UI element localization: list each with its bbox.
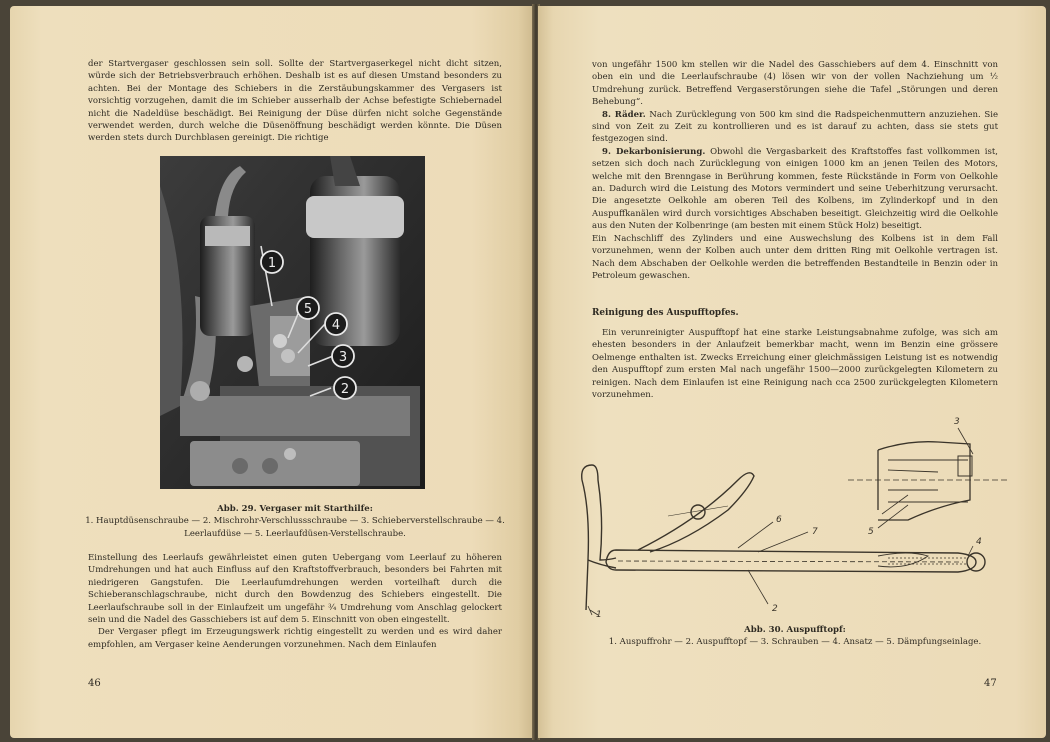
drawing-callout-6: 6: [776, 515, 782, 525]
figure-29-title: Abb. 29. Vergaser mit Starthilfe:: [217, 504, 373, 514]
photo-callout-1: 1: [267, 256, 277, 271]
exhaust-diagram: [578, 410, 1008, 620]
figure-30-legend: 1. Auspuffrohr — 2. Auspufftopf — 3. Schrauben — 4. Ansatz — 5. Dämpfungseinlage.: [608, 637, 982, 648]
item-8-text: Nach Zurücklegung von 500 km sind die Radspeichenmuttern anzuziehen. Sie sind von Zeit zu Zeit zu kontrollieren und es ist darauf zu achten, dass sie stets gut festgezogen sind.: [592, 109, 998, 145]
drawing-callout-4: 4: [976, 537, 982, 547]
page-number-left: 46: [88, 678, 101, 689]
photo-callout-2: 2: [340, 382, 350, 397]
drawing-callout-5: 5: [868, 527, 874, 537]
left-top-paragraph: [88, 58, 502, 145]
section-heading-auspufftopf: Reinigung des Auspufftopfes.: [592, 308, 739, 318]
page-number-right: 47: [984, 678, 997, 689]
right-mid-text: [592, 327, 998, 401]
drawing-callout-7: 7: [812, 527, 818, 537]
figure-30-caption: [588, 624, 1002, 649]
item-9-dekarbonisierung: [592, 146, 998, 233]
photo-callout-5: 5: [303, 302, 313, 317]
right-paragraph-nachschliff: Ein Nachschliff des Zylinders und eine Auswechslung des Kolbens ist in dem Fall vorzunehmen, wenn der Kolben auch unter dem dritten Ring mit Oelkohle vertragen ist. Nach dem Abschaben der Oelkohle werden die betreffenden Bestandteile in Benzin oder in Petroleum gewaschen.: [592, 233, 998, 281]
figure-30-title: Abb. 30. Auspufftopf:: [744, 625, 846, 635]
photo-callout-4: 4: [331, 318, 341, 333]
photo-callout-3: 3: [338, 350, 348, 365]
figure-29-caption: [80, 503, 510, 540]
right-paragraph-auspuff: Ein verunreinigter Auspufftopf hat eine starke Leistungsabnahme zufolge, was sich am ehesten besonders in der Anlaufzeit bemerkbar macht, wenn im Benzin eine grössere Oelmenge enthalten ist. Zwecks Erreichung einer gleichmässigen Leistung ist es notwendig den Auspufftopf zum ersten Mal nach ungefähr 1500—2000 zurückgelegten Kilometern zu reinigen. Nach dem Einlaufen ist eine Reinigung nach cca 2500 zurückgelegten Kilometern vorzunehmen.: [592, 328, 998, 401]
item-9-text: Obwohl die Vergasbarkeit des Kraftstoffes fast vollkommen ist, setzen sich doch nach Zurücklegung von einigen 1000 km an jenen Teilen des Motors, welche mit den Brenngase in Berührung kommen, feste Rückstände in Form von Oelkohle an. Dadurch wird die Leistung des Motors vermindert und seine Ueberhitzung verursacht. Die angesetzte Oelkohle am oberen Teil des Kolbens, im Zylinderkopf und in den Auspuffkanälen wird durch vorsichtiges Abschaben beseitigt. Gleichzeitig wird die Oelkohle aus den Nuten der Kolbenringe (am besten mit einem Stück Holz) beseitigt.: [592, 146, 999, 232]
left-paragraph-vergaser: Der Vergaser pflegt im Erzeugungswerk richtig eingestellt zu werden und es wird daher empfohlen, am Vergaser keine Aenderungen vorzunehmen. Nach dem Einlaufen: [88, 627, 502, 650]
right-top-text: [592, 59, 998, 282]
carburetor-photo: [160, 156, 425, 489]
item-8-raeder: [592, 109, 998, 146]
figure-29-legend: 1. Hauptdüsenschraube — 2. Mischrohr-Verschlussschraube — 3. Schieberverstellschraube — 4. Leerlaufdüse — 5. Leerlaufdüsen-Verstellschraube.: [85, 516, 505, 539]
drawing-callout-3: 3: [954, 417, 960, 427]
item-9-heading: 9. Dekarbonisierung.: [602, 146, 706, 157]
item-8-heading: 8. Räder.: [602, 109, 646, 120]
drawing-callout-2: 2: [772, 604, 778, 614]
drawing-callout-1: 1: [596, 610, 602, 620]
left-paragraph-startvergaser: der Startvergaser geschlossen sein soll. Sollte der Startvergaserkegel nicht dicht sitzen, würde sich der Betriebsverbrauch erhöhen. Deshalb ist es auf diesen Umstand besonders zu achten. Bei der Montage des Schiebers in die Zerstäubungskammer des Vergasers ist vorsichtig vorzugehen, damit die im Schieber ausserhalb der Achse befestigte Schiebernadel nicht die Nadeldüse beschädigt. Bei Reinigung der Düse dürfen nicht solche Gegenstände verwendet werden, durch welche die Düsenöffnung beschädigt werden könnte. Die Düsen werden stets durch Durchblasen gereinigt. Die richtige: [88, 59, 502, 144]
left-page: [10, 6, 534, 738]
right-page: [538, 6, 1046, 738]
right-paragraph-nadel: von ungefähr 1500 km stellen wir die Nadel des Gasschiebers auf dem 4. Einschnitt von oben ein und die Leerlaufschraube (4) lösen wir von der vollen Nachziehung um ½ Umdrehung zurück. Betreffend Vergaserstörungen siehe die Tafel „Störungen und deren Behebung“.: [592, 60, 998, 108]
left-bottom-text: [88, 552, 502, 651]
left-paragraph-leerlauf: Einstellung des Leerlaufs gewährleistet einen guten Uebergang vom Leerlauf zu höheren Umdrehungen und hat auch Einfluss auf den Kraftstoffverbrauch, besonders bei Fahrten mit niedrigeren Gangstufen. Die Leerlaufumdrehungen werden vorteilhaft durch die Schieberanschlagschraube, nicht durch den Bowdenzug des Schiebers eingestellt. Die Leerlaufschraube soll in der Einlaufzeit um ungefähr ¾ Umdrehung vom Anschlag gelockert sein und die Nadel des Gasschiebers ist auf dem 5. Einschnitt von oben eingestellt.: [88, 553, 502, 626]
